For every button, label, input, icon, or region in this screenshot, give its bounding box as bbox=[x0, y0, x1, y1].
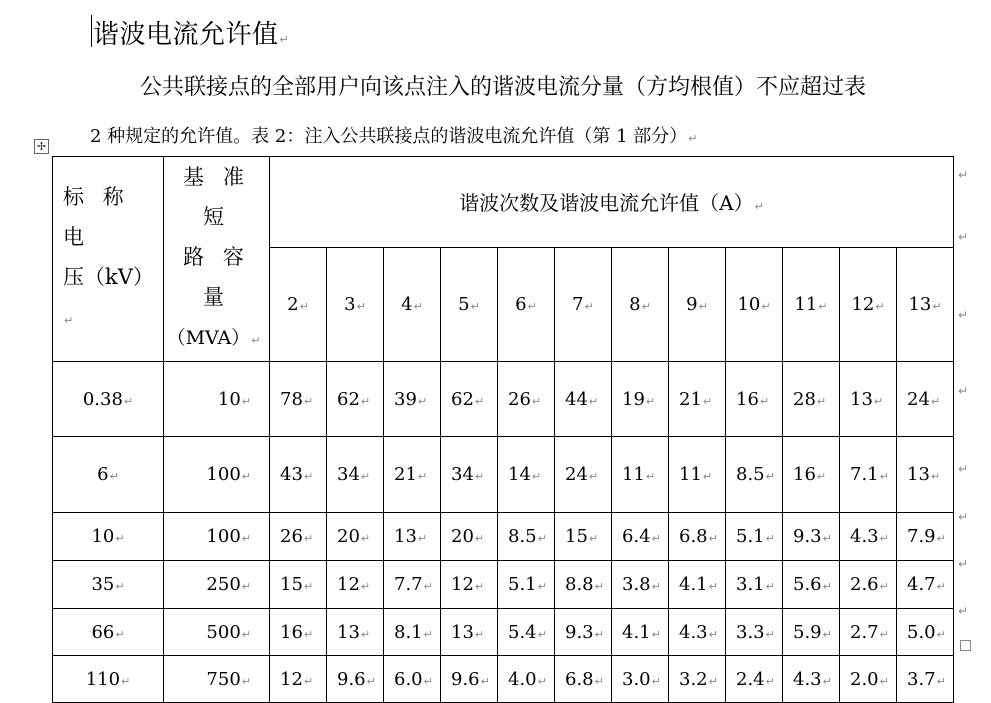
harmonic-value-cell: 39↵ bbox=[384, 362, 441, 437]
harmonic-value-cell: 13↵ bbox=[840, 362, 897, 437]
voltage-cell: 35↵ bbox=[53, 561, 164, 609]
harmonic-current-table bbox=[52, 156, 954, 703]
harmonic-value-cell: 2.6↵ bbox=[840, 561, 897, 609]
harmonic-value-cell: 8.1↵ bbox=[384, 609, 441, 656]
harmonic-value-cell: 6.0↵ bbox=[384, 656, 441, 703]
order-header-cell: 4↵ bbox=[384, 247, 441, 361]
harmonic-value-cell: 9.3↵ bbox=[783, 513, 840, 561]
harmonic-value-cell: 6.8↵ bbox=[555, 656, 612, 703]
harmonic-value-cell: 5.1↵ bbox=[726, 513, 783, 561]
order-header-cell: 2↵ bbox=[270, 247, 327, 361]
header-capacity: 基 准 短 路 容 量 （MVA）↵ bbox=[164, 157, 270, 362]
harmonic-value-cell: 24↵ bbox=[555, 437, 612, 513]
paragraph-2: 2 种规定的允许值。表 2：注入公共联接点的谐波电流允许值（第 1 部分）↵ bbox=[90, 126, 698, 147]
harmonic-value-cell: 5.4↵ bbox=[498, 609, 555, 656]
order-header-cell: 13↵ bbox=[897, 247, 954, 361]
harmonic-value-cell: 26↵ bbox=[270, 513, 327, 561]
harmonic-value-cell: 12↵ bbox=[270, 656, 327, 703]
row-end-mark: ↵ bbox=[958, 230, 969, 244]
harmonic-value-cell: 4.0↵ bbox=[498, 656, 555, 703]
text-cursor bbox=[91, 15, 92, 47]
order-header-cell: 5↵ bbox=[441, 247, 498, 361]
header-voltage: 标 称 电 压（kV）↵ bbox=[53, 157, 164, 362]
harmonic-value-cell: 13↵ bbox=[384, 513, 441, 561]
harmonic-value-cell: 15↵ bbox=[270, 561, 327, 609]
table-row bbox=[53, 437, 954, 513]
harmonic-value-cell: 3.2↵ bbox=[669, 656, 726, 703]
harmonic-value-cell: 78↵ bbox=[270, 362, 327, 437]
order-header-cell: 3↵ bbox=[327, 247, 384, 361]
harmonic-value-cell: 5.0↵ bbox=[897, 609, 954, 656]
row-end-mark: ↵ bbox=[958, 308, 969, 322]
harmonic-value-cell: 11↵ bbox=[669, 437, 726, 513]
harmonic-value-cell: 2.7↵ bbox=[840, 609, 897, 656]
capacity-cell: 10↵ bbox=[164, 362, 270, 437]
harmonic-value-cell: 4.1↵ bbox=[669, 561, 726, 609]
harmonic-value-cell: 34↵ bbox=[441, 437, 498, 513]
harmonic-value-cell: 44↵ bbox=[555, 362, 612, 437]
harmonic-value-cell: 8.5↵ bbox=[498, 513, 555, 561]
harmonic-value-cell: 5.9↵ bbox=[783, 609, 840, 656]
table-row bbox=[53, 656, 954, 703]
harmonic-value-cell: 24↵ bbox=[897, 362, 954, 437]
harmonic-value-cell: 6.8↵ bbox=[669, 513, 726, 561]
order-header-cell: 9↵ bbox=[669, 247, 726, 361]
harmonic-value-cell: 7.9↵ bbox=[897, 513, 954, 561]
harmonic-value-cell: 3.3↵ bbox=[726, 609, 783, 656]
table-row bbox=[53, 362, 954, 437]
harmonic-value-cell: 3.0↵ bbox=[612, 656, 669, 703]
harmonic-value-cell: 3.1↵ bbox=[726, 561, 783, 609]
harmonic-value-cell: 16↵ bbox=[270, 609, 327, 656]
table-row bbox=[53, 513, 954, 561]
harmonic-value-cell: 12↵ bbox=[441, 561, 498, 609]
harmonic-value-cell: 62↵ bbox=[327, 362, 384, 437]
voltage-cell: 66↵ bbox=[53, 609, 164, 656]
harmonic-value-cell: 4.7↵ bbox=[897, 561, 954, 609]
paragraph-1: 公共联接点的全部用户向该点注入的谐波电流分量（方均根值）不应超过表 bbox=[140, 75, 867, 100]
harmonic-value-cell: 26↵ bbox=[498, 362, 555, 437]
row-end-mark: ↵ bbox=[958, 462, 969, 476]
voltage-cell: 0.38↵ bbox=[53, 362, 164, 437]
header-harmonic: 谐波次数及谐波电流允许值（A）↵ bbox=[270, 157, 954, 248]
harmonic-value-cell: 15↵ bbox=[555, 513, 612, 561]
harmonic-value-cell: 19↵ bbox=[612, 362, 669, 437]
harmonic-value-cell: 34↵ bbox=[327, 437, 384, 513]
harmonic-value-cell: 13↵ bbox=[327, 609, 384, 656]
capacity-cell: 100↵ bbox=[164, 437, 270, 513]
harmonic-value-cell: 16↵ bbox=[726, 362, 783, 437]
row-end-mark: ↵ bbox=[958, 604, 969, 618]
harmonic-value-cell: 2.0↵ bbox=[840, 656, 897, 703]
row-end-mark: ↵ bbox=[958, 557, 969, 571]
row-end-mark: ↵ bbox=[958, 510, 969, 524]
harmonic-value-cell: 9.6↵ bbox=[441, 656, 498, 703]
row-end-mark: ↵ bbox=[958, 384, 969, 398]
harmonic-value-cell: 2.4↵ bbox=[726, 656, 783, 703]
harmonic-value-cell: 8.5↵ bbox=[726, 437, 783, 513]
harmonic-value-cell: 13↵ bbox=[441, 609, 498, 656]
order-header-cell: 12↵ bbox=[840, 247, 897, 361]
harmonic-value-cell: 8.8↵ bbox=[555, 561, 612, 609]
table-row bbox=[53, 561, 954, 609]
capacity-cell: 500↵ bbox=[164, 609, 270, 656]
harmonic-value-cell: 43↵ bbox=[270, 437, 327, 513]
harmonic-value-cell: 20↵ bbox=[441, 513, 498, 561]
harmonic-value-cell: 7.7↵ bbox=[384, 561, 441, 609]
order-header-cell: 6↵ bbox=[498, 247, 555, 361]
harmonic-value-cell: 21↵ bbox=[669, 362, 726, 437]
document-heading: 谐波电流允许值↵ bbox=[93, 20, 290, 50]
harmonic-value-cell: 3.7↵ bbox=[897, 656, 954, 703]
harmonic-value-cell: 6.4↵ bbox=[612, 513, 669, 561]
order-header-cell: 8↵ bbox=[612, 247, 669, 361]
capacity-cell: 750↵ bbox=[164, 656, 270, 703]
harmonic-value-cell: 16↵ bbox=[783, 437, 840, 513]
harmonic-value-cell: 5.6↵ bbox=[783, 561, 840, 609]
order-header-cell: 10↵ bbox=[726, 247, 783, 361]
voltage-cell: 110↵ bbox=[53, 656, 164, 703]
harmonic-value-cell: 14↵ bbox=[498, 437, 555, 513]
harmonic-value-cell: 62↵ bbox=[441, 362, 498, 437]
harmonic-value-cell: 9.3↵ bbox=[555, 609, 612, 656]
table-row bbox=[53, 609, 954, 656]
harmonic-value-cell: 7.1↵ bbox=[840, 437, 897, 513]
voltage-cell: 6↵ bbox=[53, 437, 164, 513]
capacity-cell: 250↵ bbox=[164, 561, 270, 609]
harmonic-value-cell: 9.6↵ bbox=[327, 656, 384, 703]
harmonic-value-cell: 21↵ bbox=[384, 437, 441, 513]
harmonic-value-cell: 5.1↵ bbox=[498, 561, 555, 609]
harmonic-value-cell: 20↵ bbox=[327, 513, 384, 561]
capacity-cell: 100↵ bbox=[164, 513, 270, 561]
row-end-mark: ↵ bbox=[958, 168, 969, 182]
harmonic-value-cell: 28↵ bbox=[783, 362, 840, 437]
harmonic-value-cell: 3.8↵ bbox=[612, 561, 669, 609]
order-header-cell: 11↵ bbox=[783, 247, 840, 361]
harmonic-value-cell: 4.3↵ bbox=[840, 513, 897, 561]
harmonic-value-cell: 4.3↵ bbox=[783, 656, 840, 703]
voltage-cell: 10↵ bbox=[53, 513, 164, 561]
table-move-handle-icon[interactable]: ✢ bbox=[34, 139, 49, 154]
harmonic-value-cell: 4.1↵ bbox=[612, 609, 669, 656]
harmonic-value-cell: 11↵ bbox=[612, 437, 669, 513]
harmonic-value-cell: 4.3↵ bbox=[669, 609, 726, 656]
table-resize-handle[interactable] bbox=[960, 640, 971, 651]
harmonic-value-cell: 12↵ bbox=[327, 561, 384, 609]
table-header-row-1 bbox=[53, 157, 954, 248]
harmonic-value-cell: 13↵ bbox=[897, 437, 954, 513]
order-header-cell: 7↵ bbox=[555, 247, 612, 361]
